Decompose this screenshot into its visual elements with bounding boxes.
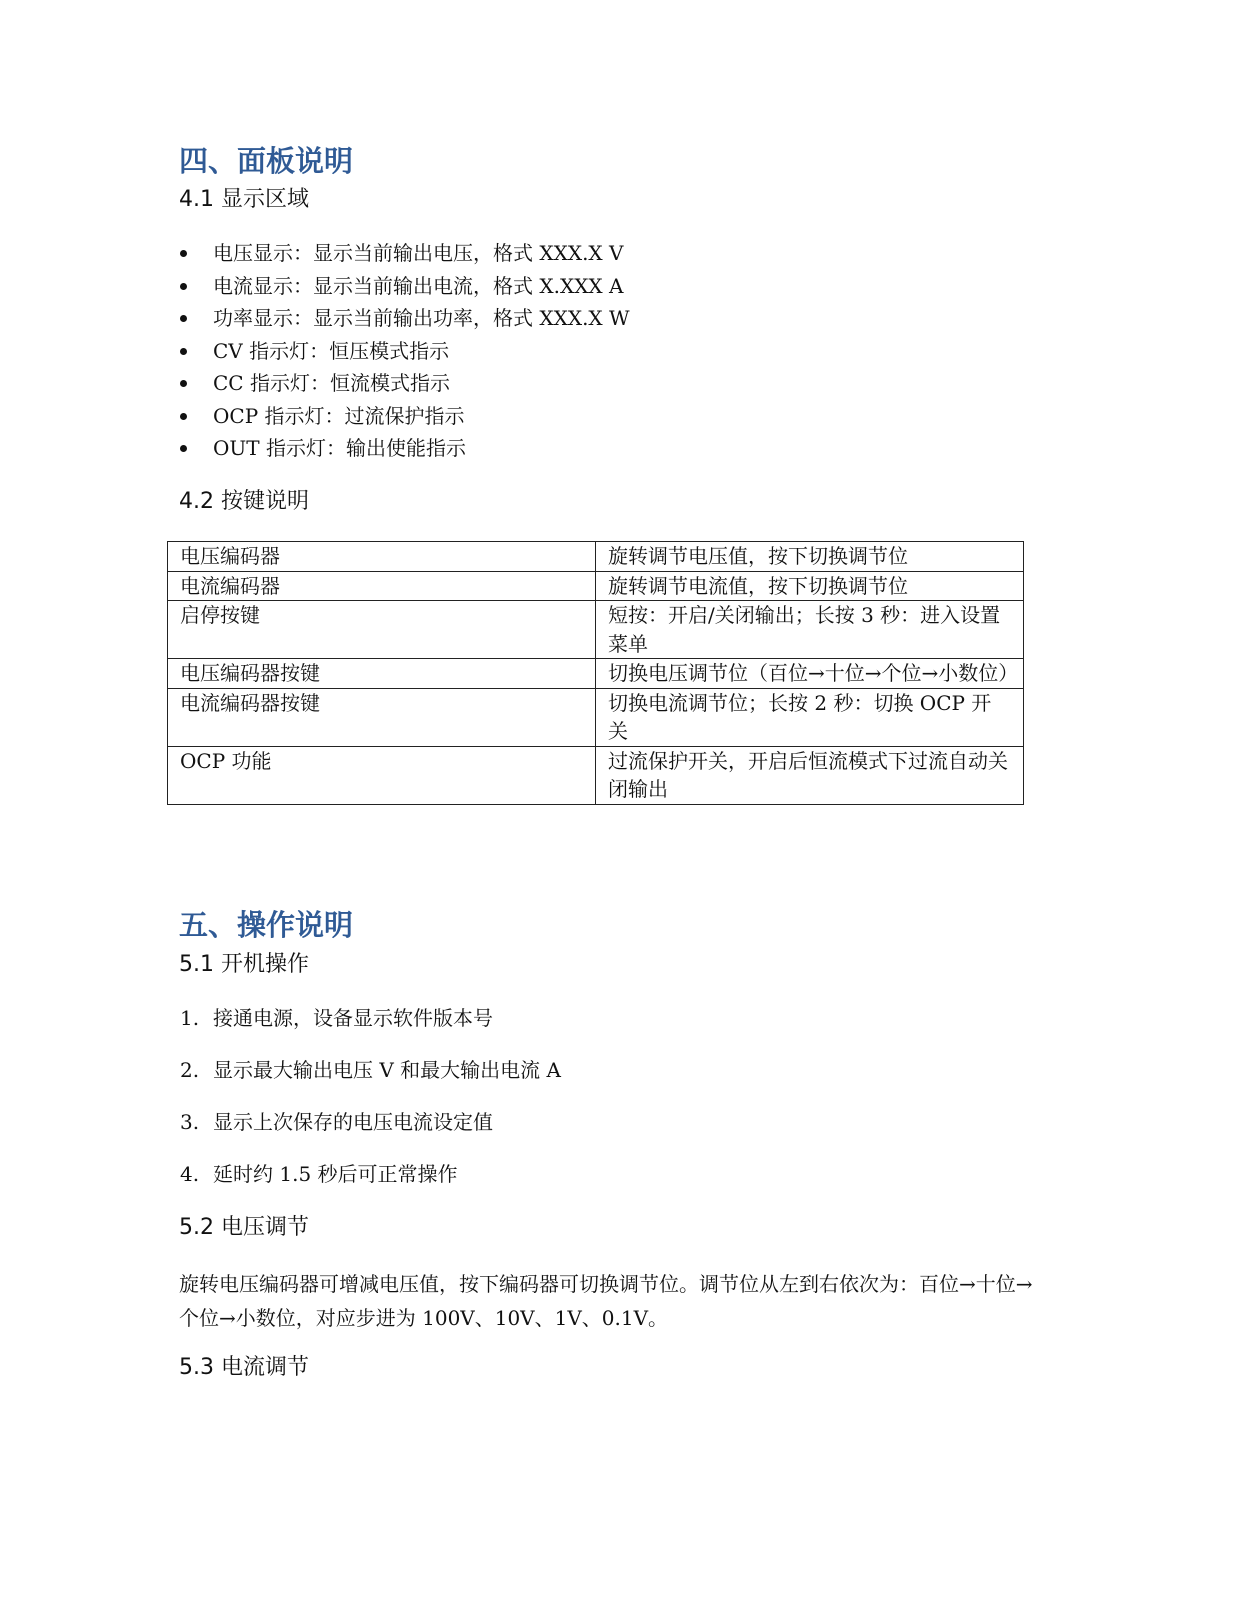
- bullet-icon: [180, 315, 187, 322]
- key-description-table: [167, 541, 1024, 805]
- voltage-adjust-paragraph: 旋转电压编码器可增减电压值，按下编码器可切换调节位。调节位从左到右依次为：百位→十位→个位→小数位，对应步进为 100V、10V、1V、0.1V。: [179, 1272, 1033, 1330]
- table-cell-desc: 切换电压调节位（百位→十位→个位→小数位）: [596, 659, 1024, 689]
- step-text: 显示最大输出电压 V 和最大输出电流 A: [213, 1058, 561, 1082]
- table-cell-key: 启停按键: [168, 601, 596, 659]
- table-row: [168, 746, 1024, 804]
- list-item: CC 指示灯：恒流模式指示: [178, 368, 878, 401]
- step-text: 延时约 1.5 秒后可正常操作: [213, 1162, 458, 1186]
- bullet-icon: [180, 348, 187, 355]
- table-cell-desc: 切换电流调节位；长按 2 秒：切换 OCP 开关: [596, 688, 1024, 746]
- table-row: [168, 542, 1024, 572]
- bullet-icon: [180, 413, 187, 420]
- list-item: [180, 1004, 493, 1032]
- step-number: 1.: [180, 1006, 200, 1030]
- subsection-5-2-heading: 5.2 电压调节: [179, 1215, 309, 1240]
- table-cell-desc: 过流保护开关，开启后恒流模式下过流自动关闭输出: [596, 746, 1024, 804]
- bullet-icon: [180, 250, 187, 257]
- bullet-icon: [180, 380, 187, 387]
- table-row: [168, 688, 1024, 746]
- section-4-heading: 四、面板说明: [179, 144, 354, 178]
- table-cell-key: 电流编码器: [168, 571, 596, 601]
- table-row: [168, 601, 1024, 659]
- display-area-list: [178, 238, 878, 466]
- table-cell-key: 电流编码器按键: [168, 688, 596, 746]
- list-item: 功率显示：显示当前输出功率，格式 XXX.X W: [178, 303, 878, 336]
- step-number: 2.: [180, 1058, 200, 1082]
- list-item: OUT 指示灯：输出使能指示: [178, 433, 878, 466]
- list-item: 电压显示：显示当前输出电压，格式 XXX.X V: [178, 238, 878, 271]
- table-row: [168, 659, 1024, 689]
- table-cell-desc: 旋转调节电流值，按下切换调节位: [596, 571, 1024, 601]
- list-item: OCP 指示灯：过流保护指示: [178, 401, 878, 434]
- table-cell-desc: 旋转调节电压值，按下切换调节位: [596, 542, 1024, 572]
- list-item: [180, 1108, 493, 1136]
- table-cell-key: 电压编码器按键: [168, 659, 596, 689]
- table-cell-key: OCP 功能: [168, 746, 596, 804]
- table-cell-desc: 短按：开启/关闭输出；长按 3 秒：进入设置菜单: [596, 601, 1024, 659]
- subsection-5-3-heading: 5.3 电流调节: [179, 1355, 309, 1380]
- list-item: 电流显示：显示当前输出电流，格式 X.XXX A: [178, 271, 878, 304]
- section-5-heading: 五、操作说明: [179, 908, 354, 942]
- bullet-icon: [180, 283, 187, 290]
- list-item: CV 指示灯：恒压模式指示: [178, 336, 878, 369]
- step-text: 接通电源，设备显示软件版本号: [213, 1006, 493, 1030]
- list-item: [180, 1160, 458, 1188]
- subsection-4-2-heading: 4.2 按键说明: [179, 489, 309, 514]
- subsection-4-1-heading: 4.1 显示区域: [179, 187, 309, 212]
- step-number: 3.: [180, 1110, 200, 1134]
- list-item: [180, 1056, 561, 1084]
- table-cell-key: 电压编码器: [168, 542, 596, 572]
- bullet-icon: [180, 445, 187, 452]
- table-row: [168, 571, 1024, 601]
- step-number: 4.: [180, 1162, 200, 1186]
- subsection-5-1-heading: 5.1 开机操作: [179, 952, 309, 977]
- step-text: 显示上次保存的电压电流设定值: [213, 1110, 493, 1134]
